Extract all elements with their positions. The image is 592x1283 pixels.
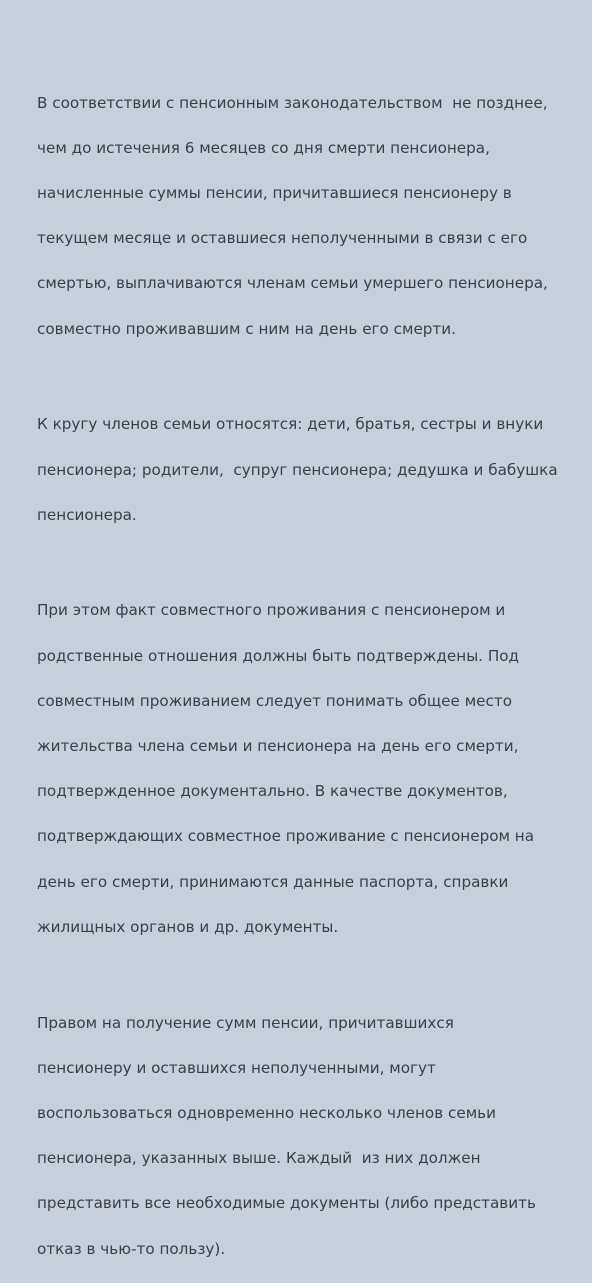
text-line: пенсионера; родители, супруг пенсионера; дедушка и бабушка	[37, 460, 558, 479]
text-line: день его смерти, принимаются данные паспорта, справки	[37, 872, 509, 891]
text-line: воспользоваться одновременно несколько членов семьи	[37, 1103, 496, 1122]
text-line: В соответствии с пенсионным законодательством не позднее,	[37, 93, 548, 112]
text-line: К кругу членов семьи относятся: дети, братья, сестры и внуки	[37, 415, 544, 434]
text-line: начисленные суммы пенсии, причитавшиеся пенсионеру в	[37, 183, 512, 202]
text-line: родственные отношения должны быть подтверждены. Под	[37, 646, 520, 665]
text-line: совместно проживавшим с ним на день его смерти.	[37, 319, 456, 338]
text-line: представить все необходимые документы (либо представить	[37, 1194, 536, 1213]
text-line: подтвержденное документально. В качестве документов,	[37, 782, 508, 801]
paragraph-1	[37, 69, 572, 363]
text-line: пенсионера.	[37, 505, 137, 524]
text-line: пенсионеру и оставшихся неполученными, могут	[37, 1058, 436, 1077]
text-line: При этом факт совместного проживания с пенсионером и	[37, 601, 506, 620]
paragraph-4	[37, 989, 572, 1283]
text-line: смертью, выплачиваются членам семьи умершего пенсионера,	[37, 274, 548, 293]
paragraph-3	[37, 577, 572, 961]
text-line: жилищных органов и др. документы.	[37, 917, 339, 936]
text-line: подтверждающих совместное проживание с пенсионером на	[37, 827, 535, 846]
text-line: отказ в чью-то пользу).	[37, 1239, 226, 1258]
text-line: жительства члена семьи и пенсионера на день его смерти,	[37, 737, 519, 756]
text-line: пенсионера, указанных выше. Каждый из них должен	[37, 1149, 481, 1168]
paragraph-2	[37, 391, 572, 549]
text-line: чем до истечения 6 месяцев со дня смерти пенсионера,	[37, 138, 490, 157]
text-line: Правом на получение сумм пенсии, причитавшихся	[37, 1013, 454, 1032]
text-line: совместным проживанием следует понимать общее место	[37, 691, 512, 710]
text-line: текущем месяце и оставшиеся неполученными в связи с его	[37, 229, 528, 248]
